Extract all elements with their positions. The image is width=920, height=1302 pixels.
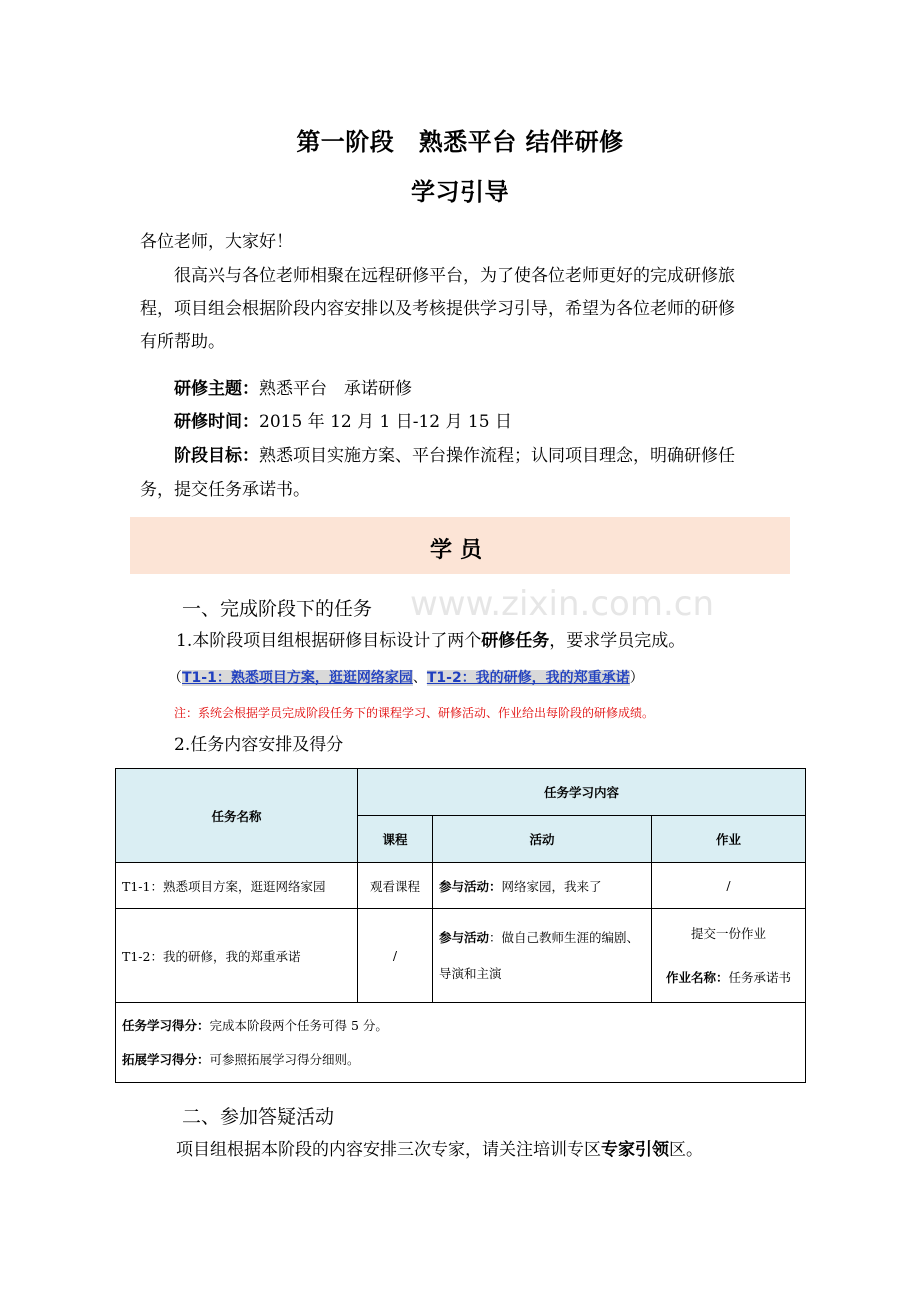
goal-line-1: 熟悉项目实施方案、平台操作流程；认同项目理念，明确研修任	[259, 446, 735, 466]
goal-row	[174, 446, 735, 466]
section2-text	[176, 1140, 703, 1160]
item1-text: 1.本阶段项目组根据研修目标设计了两个	[176, 631, 482, 651]
goal-line-2: 务，提交任务承诺书。	[140, 480, 310, 500]
section1-item2: 2.任务内容安排及得分	[174, 735, 344, 755]
item1-text-end: ，要求学员完成。	[549, 631, 686, 651]
row2-activity-line2: 导演和主演	[439, 965, 502, 981]
section2-text-bold: 专家引领	[601, 1140, 669, 1160]
paren-close: ）	[629, 670, 644, 686]
row1-course: 观看课程	[358, 863, 433, 909]
paren-open: （	[168, 670, 182, 686]
score-value: 完成本阶段两个任务可得 5 分。	[209, 1017, 388, 1033]
header-activity: 活动	[433, 816, 652, 863]
header-task-content: 任务学习内容	[358, 769, 806, 816]
task-links	[168, 667, 644, 687]
time-label: 研修时间：	[174, 412, 259, 432]
theme-label: 研修主题：	[174, 379, 259, 399]
item1-bold: 研修任务	[481, 631, 550, 651]
row1-task-name: T1-1：熟悉项目方案，逛逛网络家园	[116, 863, 358, 909]
header-task-name: 任务名称	[116, 769, 358, 863]
score-cell	[116, 1003, 806, 1083]
task-table	[115, 768, 806, 1083]
score-label: 任务学习得分：	[122, 1017, 210, 1033]
intro-line-3: 有所帮助。	[140, 332, 225, 352]
table-row	[116, 1003, 806, 1083]
row1-activity	[433, 863, 652, 909]
note-text: 注：系统会根据学员完成阶段任务下的课程学习、研修活动、作业给出每阶段的研修成绩。	[174, 706, 655, 720]
goal-label: 阶段目标：	[174, 446, 259, 466]
link-task-t1-2[interactable]: T1-2：我的研修，我的郑重承诺	[426, 670, 630, 686]
intro-line-1: 很高兴与各位老师相聚在远程研修平台，为了使各位老师更好的完成研修旅	[174, 266, 735, 286]
section2-text-start: 项目组根据本阶段的内容安排三次专家，请关注培训专区	[176, 1140, 601, 1160]
row2-homework-label: 作业名称：	[665, 969, 729, 985]
section2-text-end: 区。	[669, 1140, 703, 1160]
table-row	[116, 863, 806, 909]
row1-activity-label: 参与活动：	[439, 878, 502, 894]
table-row	[116, 909, 806, 1003]
greeting: 各位老师，大家好！	[140, 232, 293, 252]
row2-homework-value: 任务承诺书	[728, 969, 792, 985]
watermark: www.zixin.com.cn	[410, 584, 714, 624]
row2-activity-label: 参与活动	[439, 929, 490, 945]
row2-activity	[433, 909, 652, 1003]
row2-homework	[652, 909, 806, 1003]
page-subtitle: 学习引导	[411, 178, 509, 206]
link-separator: 、	[412, 670, 427, 686]
time-row	[174, 412, 512, 432]
section1-item1	[176, 631, 685, 651]
header-homework: 作业	[652, 816, 806, 863]
row2-activity-line1: ：做自己教师生涯的编剧、	[489, 929, 640, 945]
row1-activity-value: 网络家园，我来了	[501, 878, 602, 894]
ext-score-label: 拓展学习得分：	[122, 1051, 210, 1067]
page-title: 第一阶段 熟悉平台 结伴研修	[296, 128, 624, 156]
theme-value: 熟悉平台 承诺研修	[259, 379, 412, 399]
banner-title: 学员	[429, 538, 490, 563]
section2-heading: 二、参加答疑活动	[182, 1106, 335, 1128]
row2-homework-line1: 提交一份作业	[690, 925, 766, 941]
ext-score-value: 可参照拓展学习得分细则。	[209, 1051, 360, 1067]
theme-row	[174, 379, 412, 399]
section1-heading: 一、完成阶段下的任务	[182, 598, 373, 620]
link-task-t1-1[interactable]: T1-1：熟悉项目方案，逛逛网络家园	[182, 670, 413, 686]
time-value: 2015 年 12 月 1 日-12 月 15 日	[259, 412, 512, 432]
intro-line-2: 程，项目组会根据阶段内容安排以及考核提供学习引导，希望为各位老师的研修	[140, 299, 735, 319]
row2-task-name: T1-2：我的研修，我的郑重承诺	[116, 909, 358, 1003]
header-course: 课程	[358, 816, 433, 863]
row2-course: /	[358, 909, 433, 1003]
student-banner	[130, 517, 790, 574]
row1-homework: /	[652, 863, 806, 909]
